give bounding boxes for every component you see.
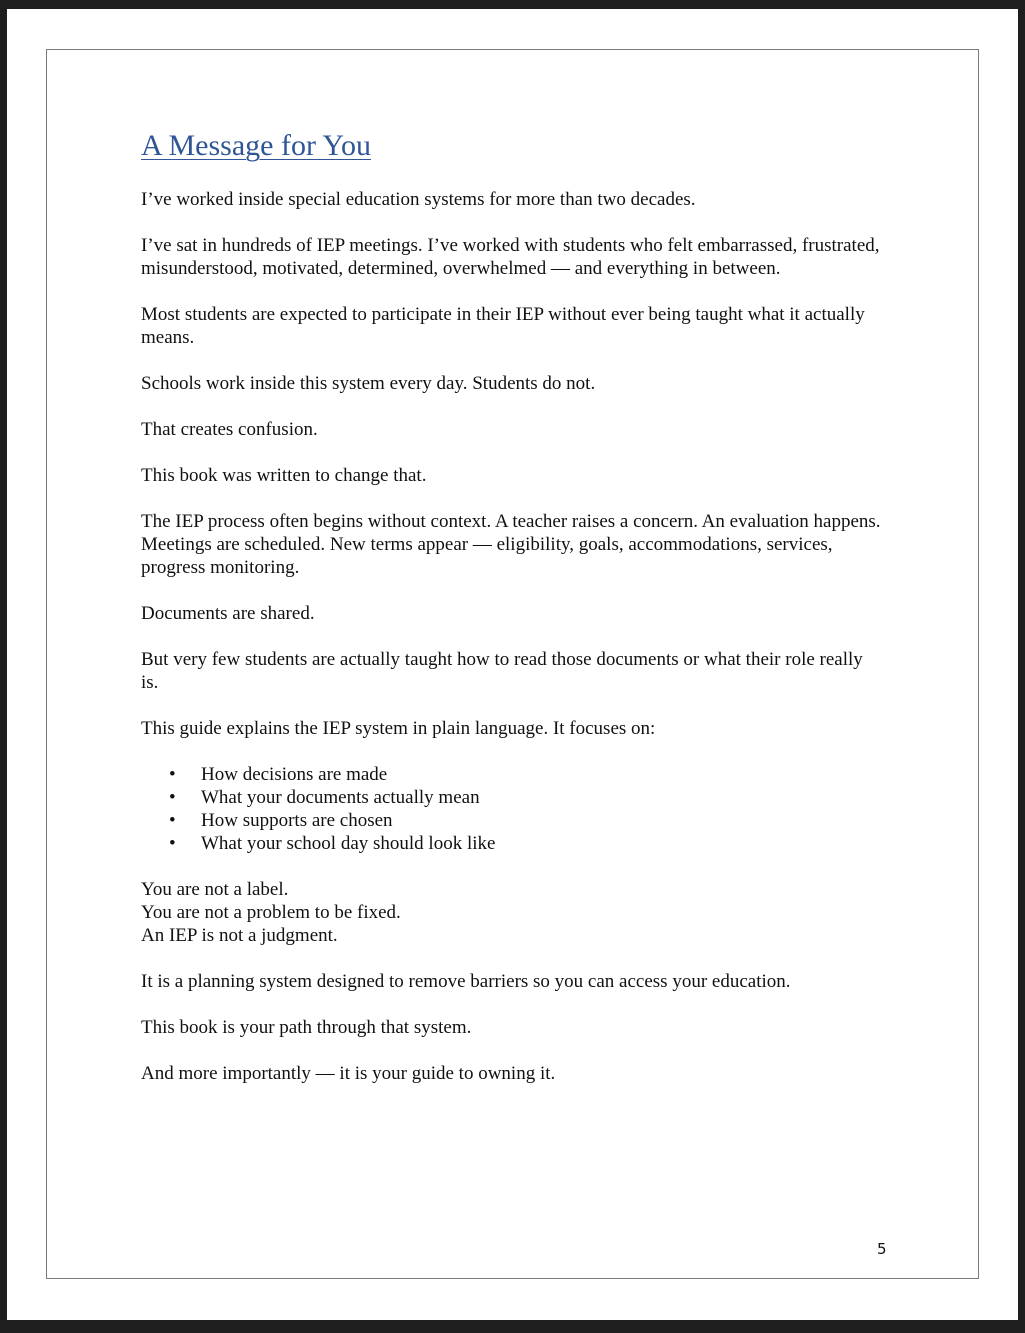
list-item-text: What your documents actually mean — [201, 787, 480, 808]
paragraph: And more importantly — it is your guide to owning it. — [141, 1063, 556, 1084]
list-item — [141, 832, 881, 855]
list-item — [141, 809, 881, 832]
paragraph: I’ve sat in hundreds of IEP meetings. I’ve worked with students who felt embarrassed, frustrated, misunderstood, motivated, determined, overwhelmed — and everything in between. — [141, 235, 880, 279]
bullet-icon: • — [169, 810, 176, 831]
page-title: A Message for You — [141, 129, 372, 162]
paragraph: But very few students are actually taught how to read those documents or what their role really is. — [141, 649, 863, 693]
list-item — [141, 763, 881, 786]
paragraph: I’ve worked inside special education systems for more than two decades. — [141, 189, 696, 210]
list-item — [141, 786, 881, 809]
focus-list — [141, 763, 881, 855]
bullet-icon: • — [169, 787, 176, 808]
paragraph: It is a planning system designed to remove barriers so you can access your education. — [141, 971, 791, 992]
bullet-icon: • — [169, 764, 176, 785]
list-item-text: What your school day should look like — [201, 833, 496, 854]
paragraph: You are not a label. You are not a problem to be fixed. An IEP is not a judgment. — [141, 879, 401, 946]
bullet-icon: • — [169, 833, 176, 854]
document-page — [7, 9, 1018, 1320]
paragraph: Most students are expected to participate in their IEP without ever being taught what it actually means. — [141, 304, 865, 348]
page-content — [141, 127, 881, 1108]
page-number: 5 — [877, 1240, 887, 1258]
paragraph: This book is your path through that system. — [141, 1017, 472, 1038]
paragraph: Documents are shared. — [141, 603, 315, 624]
paragraph: Schools work inside this system every day. Students do not. — [141, 373, 596, 394]
paragraph: That creates confusion. — [141, 419, 318, 440]
paragraph: This guide explains the IEP system in plain language. It focuses on: — [141, 718, 656, 739]
list-item-text: How supports are chosen — [201, 810, 393, 831]
paragraph: The IEP process often begins without context. A teacher raises a concern. An evaluation happens. Meetings are scheduled. New terms appear — eligibility, goals, accommodations, services, progress monitoring. — [141, 511, 881, 578]
list-item-text: How decisions are made — [201, 764, 388, 785]
paragraph: This book was written to change that. — [141, 465, 427, 486]
